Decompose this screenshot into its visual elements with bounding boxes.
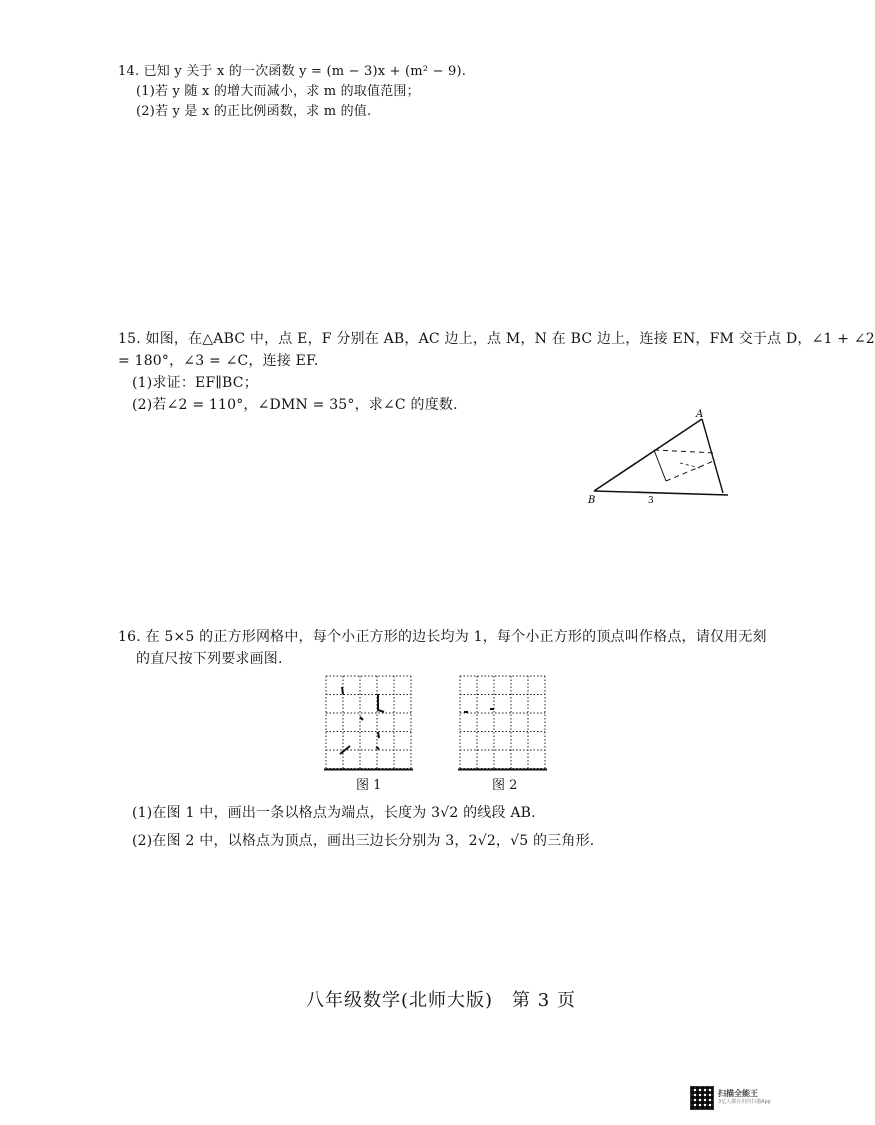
q14-stem: 14. 已知 y 关于 x 的一次函数 y = (m − 3)x + (m² − 9). bbox=[118, 64, 467, 79]
scanner-watermark bbox=[690, 1083, 788, 1113]
q15-stem: 15. 如图，在△ABC 中，点 E，F 分别在 AB，AC 边上，点 M，N 在 BC 边上，连接 EN，FM 交于点 D，∠1 + ∠2 bbox=[118, 331, 875, 347]
q15-part1: (1)求证：EF∥BC； bbox=[132, 375, 258, 391]
q14-part1: (1)若 y 随 x 的增大而减小，求 m 的取值范围； bbox=[136, 84, 420, 99]
q16-grid-figure-1 bbox=[322, 672, 414, 772]
q15-triangle-figure bbox=[580, 405, 740, 510]
pen-mark bbox=[378, 732, 379, 738]
pen-mark bbox=[376, 747, 379, 749]
qr-code-icon bbox=[690, 1086, 714, 1110]
q16-part2: (2)在图 2 中，以格点为顶点，画出三边长分别为 3，2√2，√5 的三角形. bbox=[132, 833, 595, 849]
pen-mark bbox=[378, 694, 384, 712]
q16-stem: 16. 在 5×5 的正方形网格中，每个小正方形的边长均为 1，每个小正方形的顶点叫作格点，请仅用无刻 bbox=[118, 629, 767, 645]
q14-part2: (2)若 y 是 x 的正比例函数，求 m 的值. bbox=[136, 104, 372, 119]
watermark-text bbox=[718, 1089, 771, 1107]
q15-label-b: B bbox=[588, 495, 596, 506]
q16-grid-figure-2 bbox=[456, 672, 548, 772]
q15-stem-cont: = 180°，∠3 = ∠C，连接 EF. bbox=[118, 353, 319, 369]
q16-fig1-caption: 图 1 bbox=[356, 778, 382, 793]
pen-mark bbox=[342, 687, 343, 694]
q16-stem-cont: 的直尺按下列要求画图. bbox=[136, 651, 283, 667]
q15-label-a: A bbox=[696, 409, 704, 420]
q15-label-3: 3 bbox=[648, 496, 654, 506]
watermark-brand: 扫描全能王 bbox=[718, 1089, 758, 1098]
q16-fig2-caption: 图 2 bbox=[492, 778, 518, 793]
pen-mark bbox=[360, 717, 363, 720]
watermark-sub: 3亿人都在用的扫描App bbox=[718, 1099, 771, 1105]
q16-part1: (1)在图 1 中，画出一条以格点为端点，长度为 3√2 的线段 AB. bbox=[132, 805, 536, 821]
page-footer: 八年级数学(北师大版) 第 3 页 bbox=[306, 990, 576, 1011]
q15-part2: (2)若∠2 = 110°，∠DMN = 35°，求∠C 的度数. bbox=[132, 397, 458, 413]
